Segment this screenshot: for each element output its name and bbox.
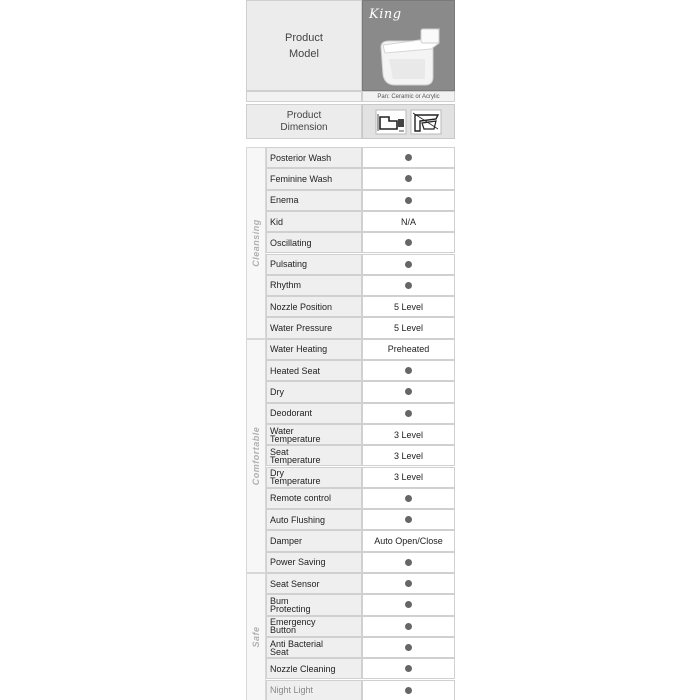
feature-value: N/A xyxy=(362,211,455,232)
feature-value xyxy=(362,488,455,509)
group-safe xyxy=(246,573,266,700)
table-row xyxy=(266,360,455,381)
supported-dot-icon xyxy=(405,282,412,289)
group-label: Cleansing xyxy=(251,219,261,267)
feature-value xyxy=(362,616,455,637)
feature-name: Power Saving xyxy=(266,552,362,573)
table-row xyxy=(266,254,455,275)
table-row xyxy=(266,616,455,637)
supported-dot-icon xyxy=(405,367,412,374)
feature-name: Nozzle Position xyxy=(266,296,362,317)
group-label: Safe xyxy=(251,626,261,648)
feature-name: Nozzle Cleaning xyxy=(266,658,362,679)
table-row xyxy=(266,488,455,509)
brand-logo: King xyxy=(369,7,402,22)
pan-spacer xyxy=(246,91,362,102)
feature-value xyxy=(362,509,455,530)
feature-name: Deodorant xyxy=(266,403,362,424)
toilet-icon xyxy=(377,19,447,89)
feature-name: Enema xyxy=(266,190,362,211)
table-row xyxy=(266,232,455,253)
feature-name: Oscillating xyxy=(266,232,362,253)
product-dimension-label: Product Dimension xyxy=(246,104,362,139)
feature-value xyxy=(362,403,455,424)
feature-name: Emergency Button xyxy=(266,616,362,637)
feature-name: Remote control xyxy=(266,488,362,509)
feature-value xyxy=(362,232,455,253)
feature-value xyxy=(362,360,455,381)
feature-value xyxy=(362,658,455,679)
table-row xyxy=(266,317,455,338)
side-dimension-icon xyxy=(410,109,442,135)
feature-name: Seat Temperature xyxy=(266,445,362,466)
feature-name: Dry xyxy=(266,381,362,402)
supported-dot-icon xyxy=(405,197,412,204)
supported-dot-icon xyxy=(405,665,412,672)
table-row xyxy=(266,658,455,679)
feature-value: 5 Level xyxy=(362,317,455,338)
supported-dot-icon xyxy=(405,154,412,161)
feature-value xyxy=(362,147,455,168)
feature-value: Auto Open/Close xyxy=(362,530,455,551)
table-row xyxy=(266,275,455,296)
feature-value: 3 Level xyxy=(362,445,455,466)
feature-value xyxy=(362,573,455,594)
supported-dot-icon xyxy=(405,261,412,268)
feature-value: Preheated xyxy=(362,339,455,360)
feature-value xyxy=(362,168,455,189)
table-row xyxy=(266,445,455,466)
product-image xyxy=(362,0,455,91)
table-row xyxy=(266,190,455,211)
feature-name: Water Heating xyxy=(266,339,362,360)
table-row xyxy=(266,168,455,189)
table-row xyxy=(266,594,455,615)
feature-value: 5 Level xyxy=(362,296,455,317)
group-label: Comfortable xyxy=(251,426,261,486)
feature-value xyxy=(362,275,455,296)
feature-name: Heated Seat xyxy=(266,360,362,381)
table-row xyxy=(266,530,455,551)
supported-dot-icon xyxy=(405,516,412,523)
group-comfortable xyxy=(246,339,266,573)
feature-value xyxy=(362,552,455,573)
feature-value xyxy=(362,381,455,402)
feature-name: Posterior Wash xyxy=(266,147,362,168)
supported-dot-icon xyxy=(405,410,412,417)
feature-value xyxy=(362,190,455,211)
table-row xyxy=(266,552,455,573)
feature-name: Seat Sensor xyxy=(266,573,362,594)
supported-dot-icon xyxy=(405,175,412,182)
front-dimension-icon xyxy=(375,109,407,135)
feature-value: 3 Level xyxy=(362,467,455,488)
group-cleansing xyxy=(246,147,266,339)
table-row xyxy=(266,339,455,360)
supported-dot-icon xyxy=(405,687,412,694)
table-row xyxy=(266,211,455,232)
spec-sheet xyxy=(246,0,455,700)
feature-name: Pulsating xyxy=(266,254,362,275)
table-row xyxy=(266,573,455,594)
supported-dot-icon xyxy=(405,580,412,587)
table-row xyxy=(266,637,455,658)
feature-name: Kid xyxy=(266,211,362,232)
table-row xyxy=(266,147,455,168)
table-row xyxy=(266,467,455,488)
feature-name: Feminine Wash xyxy=(266,168,362,189)
feature-value: 3 Level xyxy=(362,424,455,445)
table-row xyxy=(266,296,455,317)
feature-name: Anti Bacterial Seat xyxy=(266,637,362,658)
pan-note: Pan: Ceramic or Acrylic xyxy=(362,91,455,102)
feature-name: Bum Protecting xyxy=(266,594,362,615)
feature-name: Water Pressure xyxy=(266,317,362,338)
feature-value xyxy=(362,680,455,700)
table-row xyxy=(266,381,455,402)
feature-name: Dry Temperature xyxy=(266,467,362,488)
supported-dot-icon xyxy=(405,495,412,502)
supported-dot-icon xyxy=(405,388,412,395)
product-model-label: Product Model xyxy=(246,0,362,91)
feature-value xyxy=(362,594,455,615)
feature-name: Auto Flushing xyxy=(266,509,362,530)
supported-dot-icon xyxy=(405,623,412,630)
dimension-diagrams xyxy=(362,104,455,139)
supported-dot-icon xyxy=(405,559,412,566)
table-row xyxy=(266,403,455,424)
feature-value xyxy=(362,254,455,275)
feature-value xyxy=(362,637,455,658)
supported-dot-icon xyxy=(405,601,412,608)
feature-name: Night Light xyxy=(266,680,362,700)
feature-name: Damper xyxy=(266,530,362,551)
supported-dot-icon xyxy=(405,239,412,246)
feature-name: Rhythm xyxy=(266,275,362,296)
supported-dot-icon xyxy=(405,644,412,651)
table-row xyxy=(266,680,455,700)
feature-name: Water Temperature xyxy=(266,424,362,445)
table-row xyxy=(266,424,455,445)
table-row xyxy=(266,509,455,530)
